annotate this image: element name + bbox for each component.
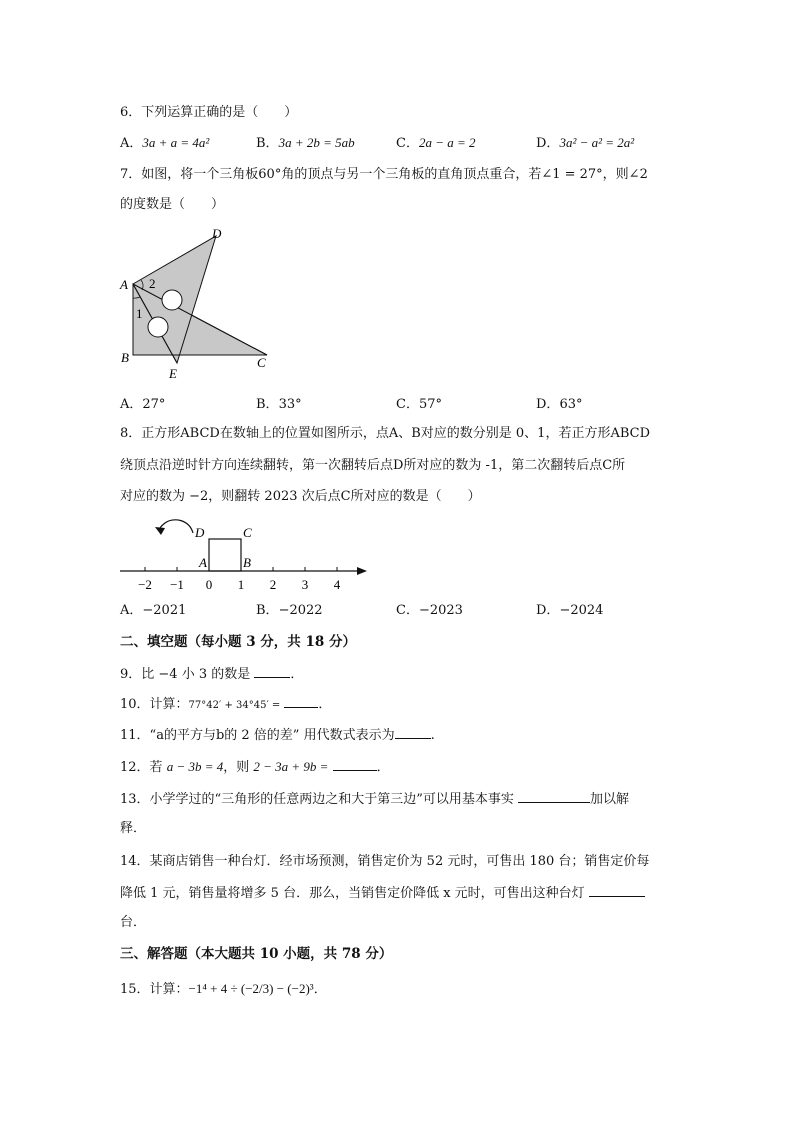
axis-tick-label: −2 [138,577,152,592]
axis-tick-label: 2 [269,577,277,592]
hole-circle [162,290,182,310]
label-a: A [120,277,128,292]
q10: 10．计算：77°42′ + 34°45′ = ． [120,697,332,712]
q8-option-a[interactable]: A．−2021 [120,603,187,618]
label-b: B [243,555,251,570]
q7-triangle-figure [110,222,280,384]
q7-stem-line1: 7．如图，将一个三角板60°角的顶点与另一个三角板的直角顶点重合，若∠1 = 27°，则∠2 [120,167,648,182]
q6-stem: 6．下列运算正确的是（ ） [120,105,298,120]
q8-option-d[interactable]: D．−2024 [536,603,604,618]
q7-option-a[interactable]: A．27° [120,397,166,412]
q8-option-c[interactable]: C．−2023 [396,603,463,618]
axis-tick-label: 0 [205,577,213,592]
section-3-title: 三、解答题（本大题共 10 小题，共 78 分） [120,946,393,962]
axis-tick-label: −1 [170,577,184,592]
q6-option-d[interactable]: D．3a² − a² = 2a² [536,135,635,151]
label-e: E [169,366,177,381]
label-c: C [257,355,266,370]
label-d: D [212,226,222,241]
square-abcd [209,539,241,571]
q8-stem-line1: 8．正方形ABCD在数轴上的位置如图所示，点A、B对应的数分别是 0、1，若正方形ABCD [120,426,650,441]
axis-arrow-icon [357,567,367,575]
q13-line2: 释． [120,821,147,836]
q12: 12．若 a − 3b = 4，则 2 − 3a + 9b = ． [120,759,390,775]
q14-line3: 台． [120,915,147,930]
hole-circle [148,317,168,337]
q7-option-d[interactable]: D．63° [536,397,583,412]
q7-option-b[interactable]: B．33° [256,397,302,412]
label-b: B [121,350,129,365]
q14-line1: 14．某商店销售一种台灯．经市场预测，销售定价为 52 元时，可售出 180 台；销售定价每 [120,854,650,869]
q10-answer-blank[interactable] [284,695,318,708]
label-c: C [243,525,252,540]
q11-answer-blank[interactable] [395,726,431,739]
label-a: A [199,555,207,570]
q8-stem-line2: 绕顶点沿逆时针方向连续翻转，第一次翻转后点D所对应的数为 -1，第二次翻转后点C所 [120,458,626,473]
q6-option-b[interactable]: B．3a + 2b = 5ab [256,135,355,151]
q8-number-line-figure [115,513,375,595]
q14-line2: 降低 1 元，销售量将增多 5 台．那么，当销售定价降低 x 元时，可售出这种台灯 [120,884,645,903]
q9-answer-blank[interactable] [254,665,290,678]
q9: 9．比 −4 小 3 的数是 ． [120,667,304,682]
q13-line1: 13．小学学过的“三角形的任意两边之和大于第三边”可以用基本事实 加以解 [120,792,629,807]
axis-tick-label: 1 [237,577,245,592]
q14-answer-blank[interactable] [589,884,645,897]
section-2-title: 二、填空题（每小题 3 分，共 18 分） [120,634,356,650]
q8-option-b[interactable]: B．−2022 [256,603,323,618]
q12-answer-blank[interactable] [333,758,377,771]
q6-option-c[interactable]: C．2a − a = 2 [396,135,476,151]
label-angle-2: 2 [149,276,156,291]
q15: 15．计算：−1⁴ + 4 ÷ (−2/3) − (−2)³． [120,981,327,997]
label-d: D [195,525,205,540]
q13-answer-blank[interactable] [518,790,590,803]
rotate-arrow-icon [159,520,193,533]
axis-tick-label: 3 [301,577,309,592]
q8-stem-line3: 对应的数为 −2，则翻转 2023 次后点C所对应的数是（ ） [120,489,481,504]
q7-stem-line2: 的度数是（ ） [120,197,225,212]
label-angle-1: 1 [136,306,143,321]
q11: 11．“a的平方与b的 2 倍的差” 用代数式表示为 . [120,728,435,743]
q6-option-a[interactable]: A．3a + a = 4a² [120,135,210,151]
axis-tick-label: 4 [333,577,341,592]
q7-option-c[interactable]: C．57° [396,397,442,412]
